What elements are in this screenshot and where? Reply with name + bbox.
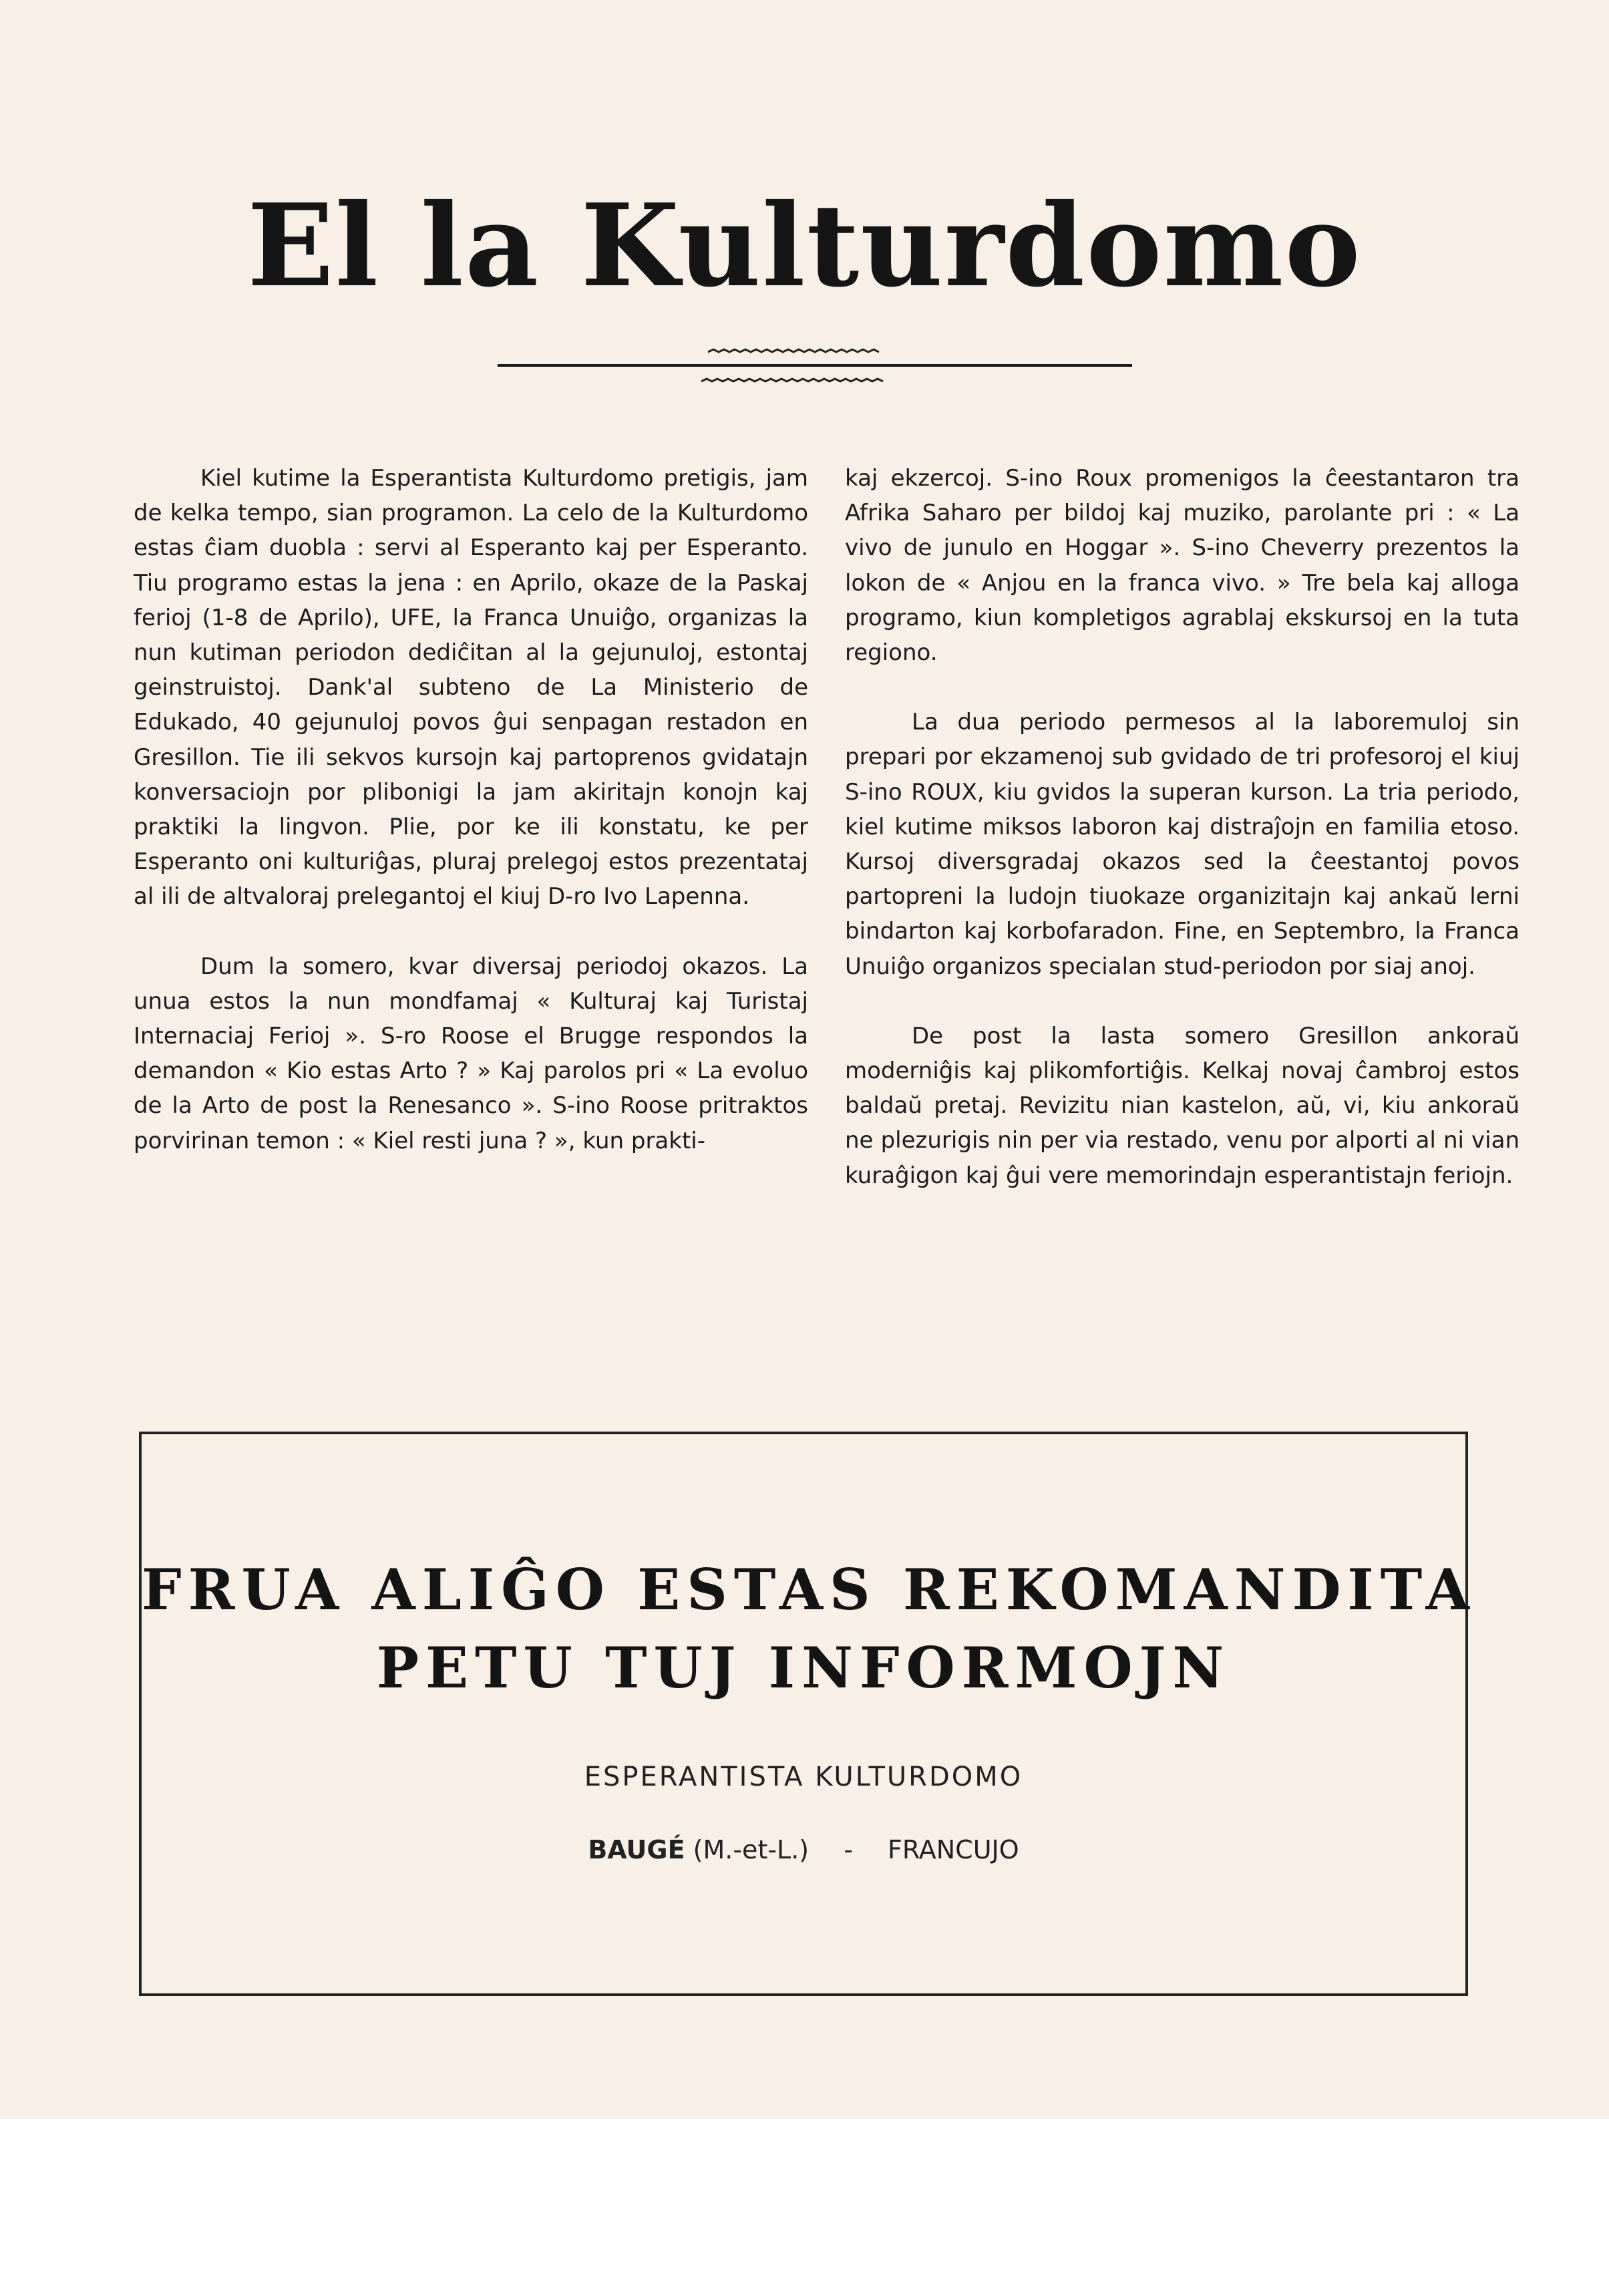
ad-subheadline: PETU TUJ INFORMOJN bbox=[376, 1635, 1231, 1701]
right-column bbox=[845, 461, 1519, 1228]
ornament-rules bbox=[498, 344, 1132, 391]
title-ornament bbox=[498, 344, 1132, 391]
advertisement-box bbox=[139, 1432, 1476, 1996]
article-title: El la Kulturdomo bbox=[247, 179, 1362, 313]
paragraph: La dua periodo permesos al la laboremuloj sin prepari por ekzamenoj sub gvidado de tri profesoroj el kiuj S-ino ROUX, kiu gvidos la superan kurson. La tria periodo, kiel kutime miksos laboron kaj distraĵojn en familia etoso. Kursoj diversgradaj okazos sed la ĉeestantoj povos partopreni la ludojn tiuokaze organizitajn kaj ankaŭ lerni bindarton kaj korbofaradon. Fine, en Septembro, la Franca Unuiĝo organizos specialan stud-periodon por siaj anoj. bbox=[845, 709, 1519, 980]
paragraph: De post la lasta somero Gresillon ankoraŭ moderniĝis kaj plikomfortiĝis. Kelkaj novaj ĉambroj estos baldaŭ pretaj. Revizitu nian kastelon, aŭ, vi, kiu ankoraŭ ne plezurigis nin per via restado, venu por alporti al ni vian kuraĝigon kaj ĝui vere memorindajn esperantistajn feriojn. bbox=[845, 1022, 1519, 1189]
ad-organization: ESPERANTISTA KULTURDOMO bbox=[584, 1762, 1023, 1792]
ad-address bbox=[142, 1835, 1465, 1864]
paragraph: Kiel kutime la Esperantista Kulturdomo pretigis, jam de kelka tempo, sian programon. La celo de la Kulturdomo estas ĉiam duobla : servi al Esperanto kaj per Esperanto. Tiu programo estas la jena : en Aprilo, okaze de la Paskaj ferioj (1-8 de Aprilo), UFE, la Franca Unuiĝo, organizas la nun kutiman periodon dediĉitan al la gejunuloj, estontaj geinstruistoj. Dank'al subteno de La Ministerio de Edukado, 40 gejunuloj povos ĝui senpagan restadon en Gresillon. Tie ili sekvos kursojn kaj partoprenos gvidatajn konversaciojn por plibonigi la jam akiritajn konojn kaj praktiki la lingvon. Plie, por ke ili konstatu, ke per Esperanto oni kulturiĝas, pluraj prelegoj estos prezentataj al ili de altvaloraj prelegantoj el kiuj D-ro Ivo Lapenna. bbox=[134, 465, 808, 911]
ad-town: BAUGÉ bbox=[588, 1835, 685, 1864]
ad-separator: - bbox=[844, 1835, 853, 1864]
left-column bbox=[134, 461, 808, 1193]
ad-region: (M.-et-L.) bbox=[693, 1835, 810, 1864]
ad-headline: FRUA ALIĜO ESTAS REKOMANDITA bbox=[142, 1556, 1476, 1623]
ad-country: FRANCUJO bbox=[888, 1835, 1019, 1864]
paragraph: Dum la somero, kvar diversaj periodoj okazos. La unua estos la nun mondfamaj « Kulturaj kaj Turistaj Internaciaj Ferioj ». S-ro Roose el Brugge respondos la demandon « Kio estas Arto ? » Kaj parolos pri « La evoluo de la Arto de post la Renesanco ». S-ino Roose pritraktos porvirinan temon : « Kiel resti juna ? », kun prakti- bbox=[134, 953, 808, 1154]
paragraph: kaj ekzercoj. S-ino Roux promenigos la ĉeestantaron tra Afrika Saharo per bildoj kaj muziko, parolante pri : « La vivo de junulo en Hoggar ». S-ino Cheverry prezentos la lokon de « Anjou en la franca vivo. » Tre bela kaj alloga programo, kiun kompletigos agrablaj ekskursoj en la tuta regiono. bbox=[845, 465, 1519, 667]
